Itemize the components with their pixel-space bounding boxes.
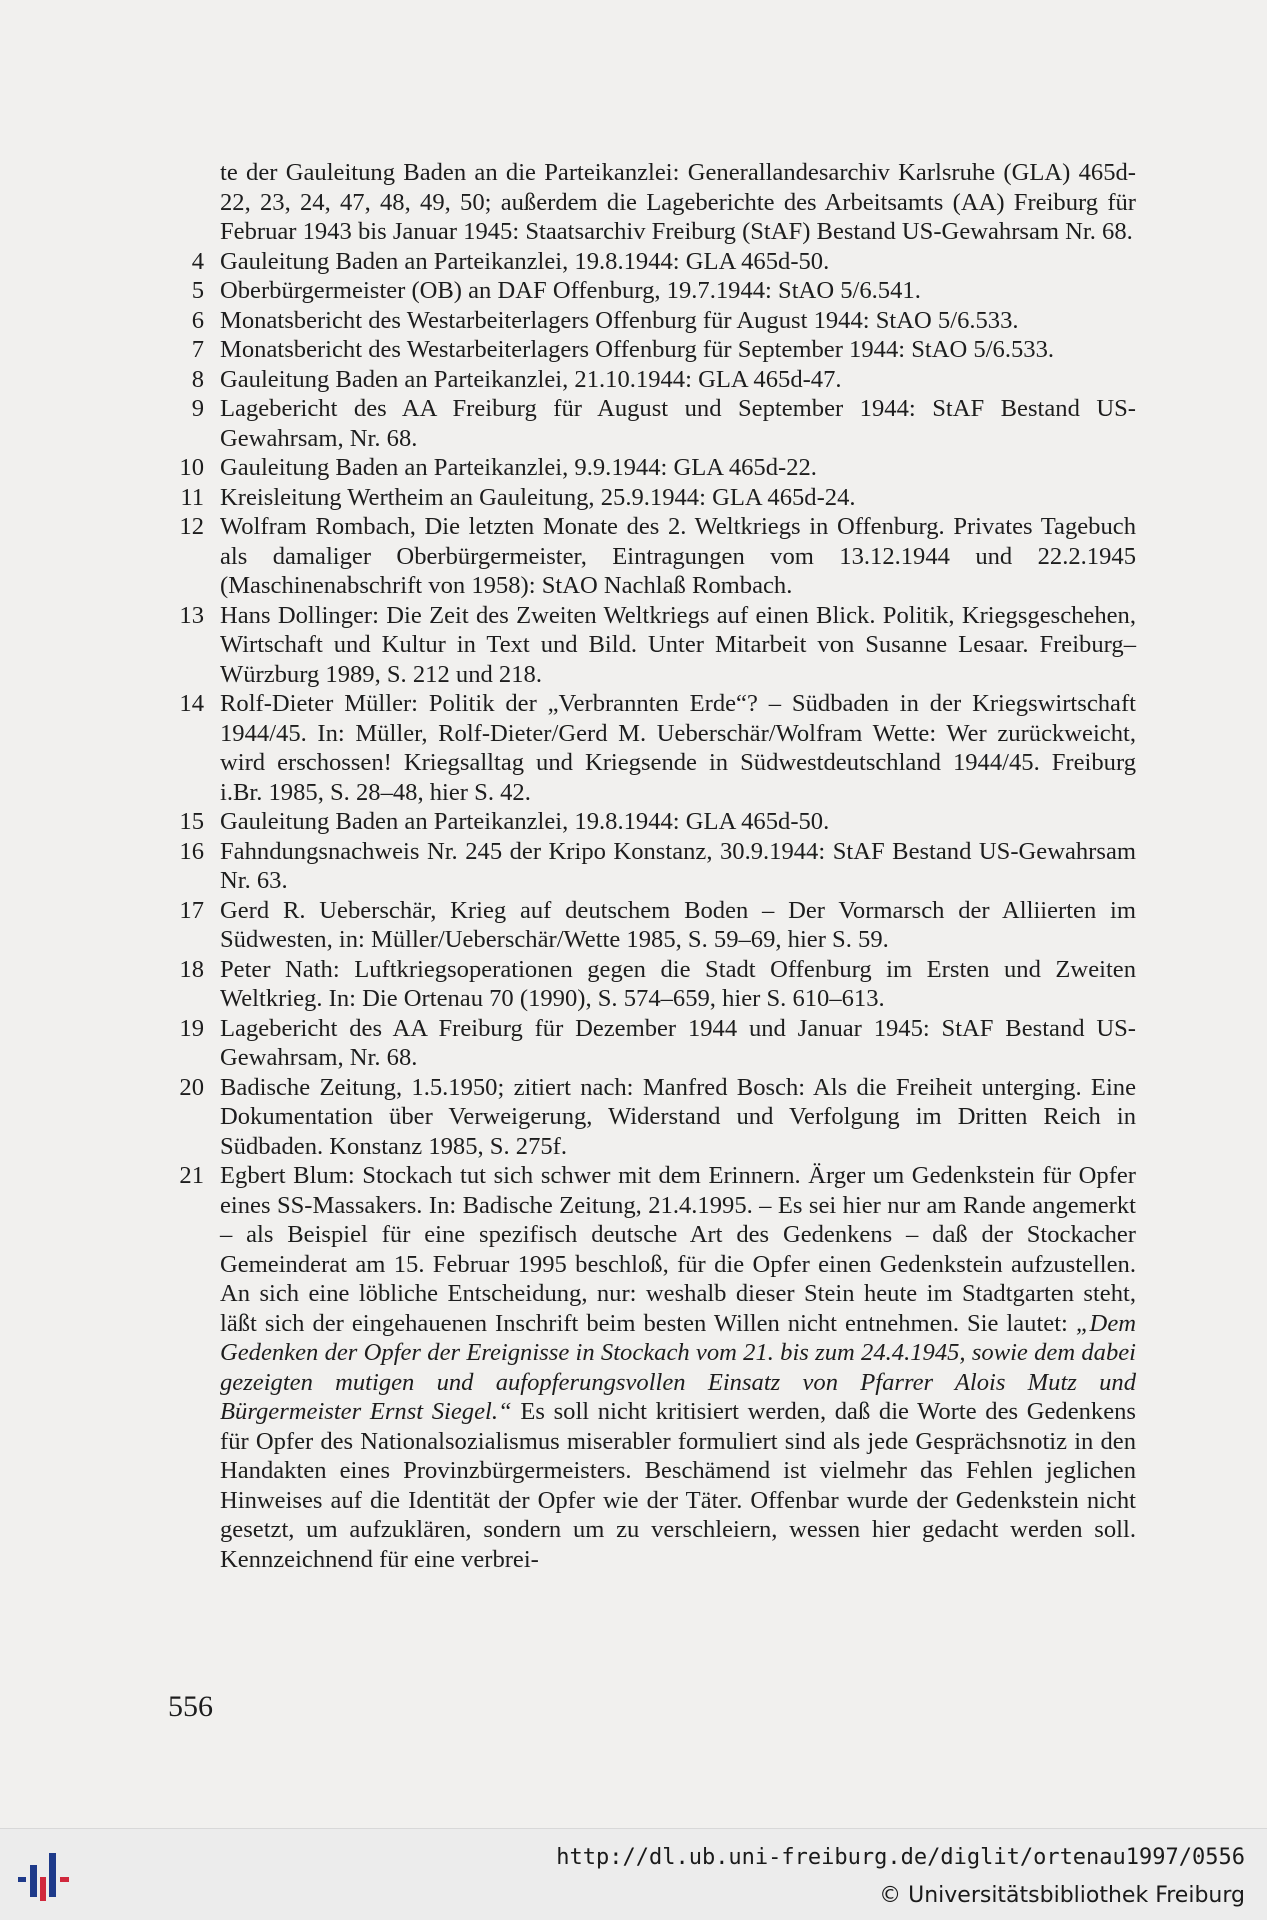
endnote-number: 17: [179, 896, 204, 924]
endnote-item: [168, 335, 1136, 365]
endnote-number: 12: [179, 513, 204, 540]
endnote-text: Gauleitung Baden an Parteikanzlei, 21.10.1944: GLA 465d-47.: [220, 365, 842, 393]
endnote-text: Gauleitung Baden an Parteikanzlei, 19.8.1944: GLA 465d-50.: [220, 247, 830, 275]
endnote-text: Badische Zeitung, 1.5.1950; zitiert nach: Manfred Bosch: Als die Freiheit unterging. Eine Dokumentation über Verweigerung, Widerstand und Verfolgung im Dritten Reich in Südbaden. Konstanz 1985, S. 275f.: [220, 1073, 1136, 1160]
endnote-item: [168, 807, 1136, 837]
endnote-text-part: Es soll nicht kritisiert werden, daß die Worte des Gedenkens für Opfer des Nationalsozialismus miserabler formuliert sind als jede Gesprächsnotiz in den Handakten eines Provinzbürgermeisters. Beschämend ist vielmehr das Fehlen jeglichen Hinweises auf die Identität der Opfer wie der Täter. Offenbar wurde der Gedenkstein nicht gesetzt, um aufzuklären, sondern um zu verschleiern, wessen hier gedacht werden soll. Kennzeichnend für eine verbrei-: [220, 1398, 1137, 1573]
permalink-url[interactable]: http://dl.ub.uni-freiburg.de/diglit/ortenau1997/0556: [556, 1845, 1245, 1870]
endnote-item: [168, 276, 1136, 306]
endnote-number: 6: [191, 306, 204, 334]
endnote-item: [168, 247, 1136, 277]
endnote-number: 13: [179, 601, 204, 629]
endnote-number: 14: [179, 690, 204, 717]
logo-graphic: [16, 1849, 80, 1913]
endnote-number: 8: [191, 365, 204, 393]
endnote-number: 16: [179, 837, 204, 865]
endnote-text: Monatsbericht des Westarbeiterlagers Offenburg für September 1944: StAO 5/6.533.: [220, 336, 1055, 363]
endnote-text: Wolfram Rombach, Die letzten Monate des 2. Weltkriegs in Offenburg. Privates Tagebuch als damaliger Oberbürgermeister, Eintragungen vom 13.12.1944 und 22.2.1945 (Maschinenabschrift von 1958): StAO Nachlaß Rombach.: [220, 513, 1136, 599]
endnote-number: 18: [179, 955, 204, 983]
endnote-text: Rolf-Dieter Müller: Politik der „Verbrannten Erde“? – Südbaden in der Kriegswirtschaft 1944/45. In: Müller, Rolf-Dieter/Gerd M. Ueberschär/Wolfram Wette: Wer zurückweicht, wird erschossen! Kriegsalltag und Kriegsende in Südwestdeutschland 1944/45. Freiburg i.Br. 1985, S. 28–48, hier S. 42.: [220, 690, 1136, 806]
endnote-text: Gauleitung Baden an Parteikanzlei, 19.8.1944: GLA 465d-50.: [220, 808, 830, 835]
copyright-text: © Universitätsbibliothek Freiburg: [879, 1883, 1245, 1908]
endnote-text: Kreisleitung Wertheim an Gauleitung, 25.9.1944: GLA 465d-24.: [220, 483, 856, 511]
endnote-item: [168, 601, 1136, 690]
ub-freiburg-logo-icon: [16, 1849, 80, 1913]
endnote-text: Lagebericht des AA Freiburg für Dezember 1944 und Januar 1945: StAF Bestand US-Gewahrsam, Nr. 68.: [220, 1014, 1136, 1071]
endnote-number: 11: [180, 483, 204, 511]
endnote-item: [168, 453, 1136, 483]
endnote-number: 21: [179, 1162, 204, 1189]
endnote-text: Peter Nath: Luftkriegsoperationen gegen die Stadt Offenburg im Ersten und Zweiten Weltkrieg. In: Die Ortenau 70 (1990), S. 574–659, hier S. 610–613.: [220, 955, 1136, 1012]
endnote-text: Monatsbericht des Westarbeiterlagers Offenburg für August 1944: StAO 5/6.533.: [220, 306, 1019, 334]
endnote-text: [220, 1161, 1136, 1574]
endnote-text: Hans Dollinger: Die Zeit des Zweiten Weltkriegs auf einen Blick. Politik, Kriegsgeschehen, Wirtschaft und Kultur in Text und Bild. Unter Mitarbeit von Susanne Lesaar. Freiburg–Würzburg 1989, S. 212 und 218.: [220, 601, 1136, 688]
endnote-item: [168, 689, 1136, 807]
inscription-quote: „Dem Gedenken der Opfer der Ereignisse in Stockach vom 21. bis zum 24.4.1945, sowie dem dabei gezeigten mutigen und aufopferungsvollen Einsatz von Pfarrer Alois Mutz und Bürgermeister Ernst Siegel.“: [220, 1309, 1136, 1425]
endnote-text: Lagebericht des AA Freiburg für August und September 1944: StAF Bestand US-Gewahrsam, Nr. 68.: [220, 395, 1136, 452]
endnote-number: 9: [191, 395, 204, 422]
endnote-item: [168, 306, 1136, 336]
endnote-item: [168, 955, 1136, 1014]
footer-bar: [0, 1828, 1267, 1920]
endnote-item: [168, 837, 1136, 896]
endnote-item: [168, 158, 1136, 247]
endnote-text-part: Egbert Blum: Stockach tut sich schwer mit dem Erinnern. Ärger um Gedenkstein für Opfer eines SS-Massakers. In: Badische Zeitung, 21.4.1995. – Es sei hier nur am Rande angemerkt – als Beispiel für eine spezifisch deutsche Art des Gedenkens – daß der Stockacher Gemeinderat am 15. Februar 1995 beschloß, für die Opfer einen Gedenkstein aufzustellen. An sich eine löbliche Entscheidung, nur: weshalb dieser Stein heute im Stadtgarten steht, läßt sich der eingehauenen Inschrift beim besten Willen nicht entnehmen. Sie lautet:: [220, 1162, 1136, 1337]
endnote-text: te der Gauleitung Baden an die Parteikanzlei: Generallandesarchiv Karlsruhe (GLA) 465d-22, 23, 24, 47, 48, 49, 50; außerdem die Lageberichte des Arbeitsamts (AA) Freiburg für Februar 1943 bis Januar 1945: Staatsarchiv Freiburg (StAF) Bestand US-Gewahrsam Nr. 68.: [220, 159, 1136, 245]
endnote-item: [168, 512, 1136, 601]
endnote-number: 15: [179, 808, 204, 835]
endnote-number: 5: [191, 277, 204, 304]
endnote-item: [168, 1073, 1136, 1162]
endnote-text: Gerd R. Ueberschär, Krieg auf deutschem Boden – Der Vormarsch der Alliierten im Südwesten, in: Müller/Ueberschär/Wette 1985, S. 59–69, hier S. 59.: [220, 896, 1136, 953]
endnote-item: [168, 1014, 1136, 1073]
endnote-number: 4: [191, 247, 204, 275]
endnote-number: 19: [179, 1014, 204, 1042]
endnote-item: [168, 896, 1136, 955]
endnote-item: [168, 365, 1136, 395]
endnote-number: 20: [179, 1073, 204, 1101]
endnote-item: [168, 394, 1136, 453]
endnotes-list: [168, 158, 1136, 1574]
endnote-text: Fahndungsnachweis Nr. 245 der Kripo Konstanz, 30.9.1944: StAF Bestand US-Gewahrsam Nr. 63.: [220, 837, 1136, 894]
page-number: 556: [168, 1690, 213, 1723]
endnote-number: 10: [179, 454, 204, 481]
endnote-text: Oberbürgermeister (OB) an DAF Offenburg, 19.7.1944: StAO 5/6.541.: [220, 277, 921, 304]
endnote-item: [168, 483, 1136, 513]
endnote-item: [168, 1161, 1136, 1574]
endnote-number: 7: [191, 336, 204, 363]
endnote-text: Gauleitung Baden an Parteikanzlei, 9.9.1944: GLA 465d-22.: [220, 454, 817, 481]
